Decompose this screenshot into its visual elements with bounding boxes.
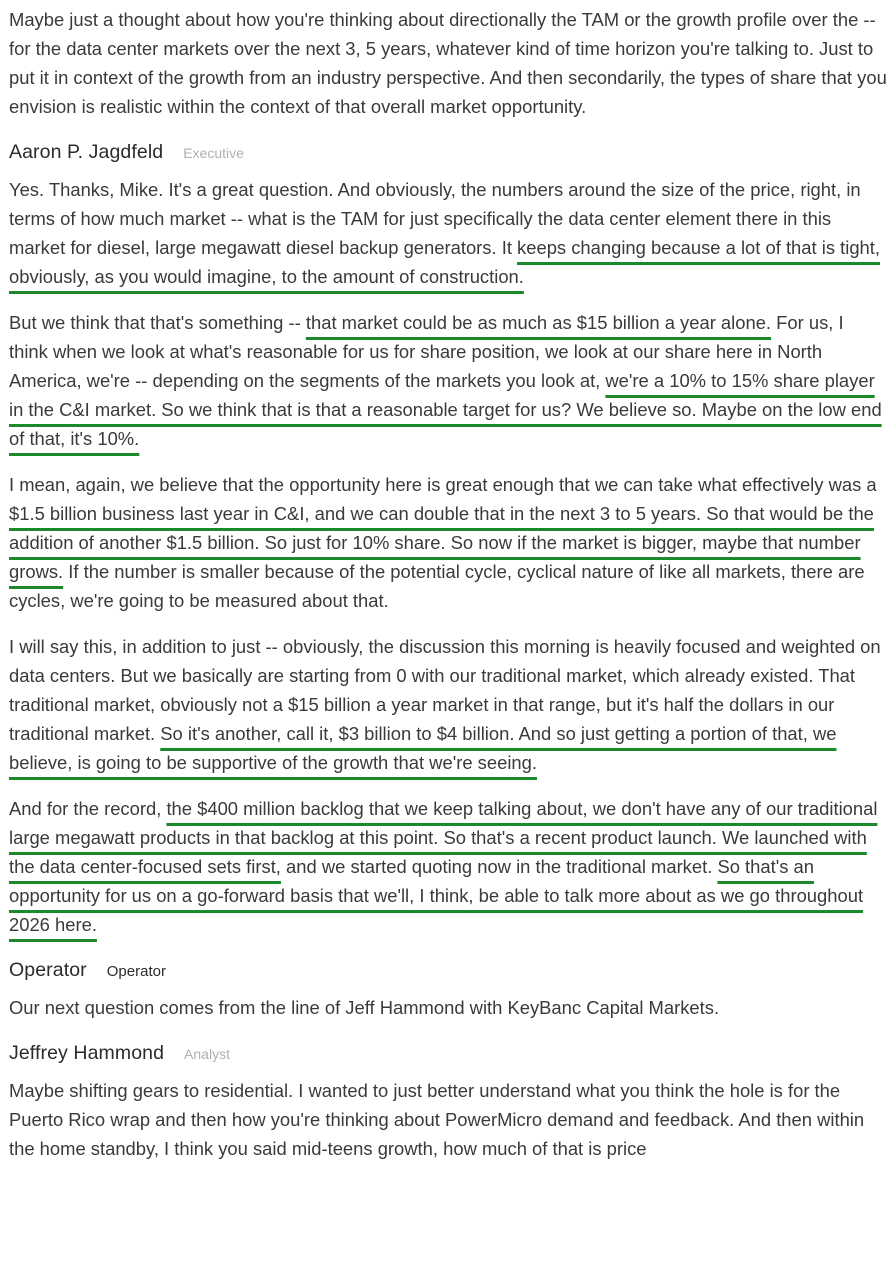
speaker-name: Operator <box>9 959 87 981</box>
text-segment: For us, I think when we look at what's reasonable for us for share position, we look at our share here in North America, we're -- depending on the segments of the markets you look at, <box>9 312 844 391</box>
highlighted-passage: we're a 10% to 15% share player in the C&I market. So we think that is that a reasonable target for us? We believe so. Maybe on the low end of that, it's 10%. <box>9 370 882 449</box>
answer-paragraph <box>9 175 887 291</box>
answer-paragraph <box>9 308 887 453</box>
highlighted-passage: the $400 million backlog that we keep talking about, we don't have any of our traditional large megawatt products in that backlog at this point. So that's a recent product launch. We launched with the data center-focused sets first, <box>9 798 878 877</box>
text-segment: Our next question comes from the line of Jeff Hammond with KeyBanc Capital Markets. <box>9 997 720 1018</box>
highlighted-passage: So that's an opportunity for us on a go-forward basis that we'll, I think, be able to talk more about as we go throughout 2026 here. <box>9 856 864 935</box>
speaker-role-badge: Operator <box>106 963 166 980</box>
text-segment: I mean, again, we believe that the opportunity here is great enough that we can take what effectively was a <box>9 474 877 495</box>
speaker-role-badge: Executive <box>183 145 244 161</box>
speaker-role-badge: Analyst <box>184 1046 230 1062</box>
speaker-name: Jeffrey Hammond <box>9 1042 165 1064</box>
question-paragraph <box>9 1076 887 1163</box>
text-segment: Maybe just a thought about how you're thinking about directionally the TAM or the growth profile over the -- for the data center markets over the next 3, 5 years, whatever kind of time horizon you're talking to. Just to put it in context of the growth from an industry perspective. And then secondarily, the types of share that you envision is realistic within the context of that overall market opportunity. <box>9 9 887 117</box>
text-segment: And for the record, <box>9 798 167 819</box>
text-segment: If the number is smaller because of the potential cycle, cyclical nature of like all markets, there are cycles, we're going to be measured about that. <box>9 561 865 611</box>
speaker-header-executive <box>9 135 887 169</box>
text-segment: and we started quoting now in the traditional market. <box>280 856 718 877</box>
question-paragraph <box>9 5 887 121</box>
answer-paragraph <box>9 794 887 939</box>
text-segment: Maybe shifting gears to residential. I wanted to just better understand what you think the hole is for the Puerto Rico wrap and then how you're thinking about PowerMicro demand and feedback. And then within the home standby, I think you said mid-teens growth, how much of that is price <box>9 1080 865 1159</box>
speaker-name: Aaron P. Jagdfeld <box>9 141 164 163</box>
speaker-header-operator <box>9 953 887 987</box>
answer-paragraph <box>9 632 887 777</box>
highlighted-passage: that market could be as much as $15 billion a year alone. <box>305 312 772 333</box>
highlighted-passage: keeps changing because a lot of that is tight, obviously, as you would imagine, to the amount of construction. <box>9 237 880 287</box>
highlighted-passage: $1.5 billion business last year in C&I, and we can double that in the next 3 to 5 years. So that would be the addition of another $1.5 billion. So just for 10% share. So now if the market is bigger, maybe that number grows. <box>9 503 874 582</box>
speaker-header-analyst <box>9 1036 887 1070</box>
text-segment: I will say this, in addition to just -- obviously, the discussion this morning is heavily focused and weighted on data centers. But we basically are starting from 0 with our traditional market, which already existed. That traditional market, obviously not a $15 billion a year market in that range, but it's half the dollars in our traditional market. <box>9 636 881 744</box>
operator-paragraph <box>9 993 887 1022</box>
highlighted-passage: So it's another, call it, $3 billion to $4 billion. And so just getting a portion of that, we believe, is going to be supportive of the growth that we're seeing. <box>9 723 837 773</box>
text-segment: Yes. Thanks, Mike. It's a great question. And obviously, the numbers around the size of the price, right, in terms of how much market -- what is the TAM for just specifically the data center element there in this market for diesel, large megawatt diesel backup generators. It <box>9 179 861 258</box>
answer-paragraph <box>9 470 887 615</box>
text-segment: But we think that that's something -- <box>9 312 306 333</box>
transcript <box>0 5 895 1163</box>
